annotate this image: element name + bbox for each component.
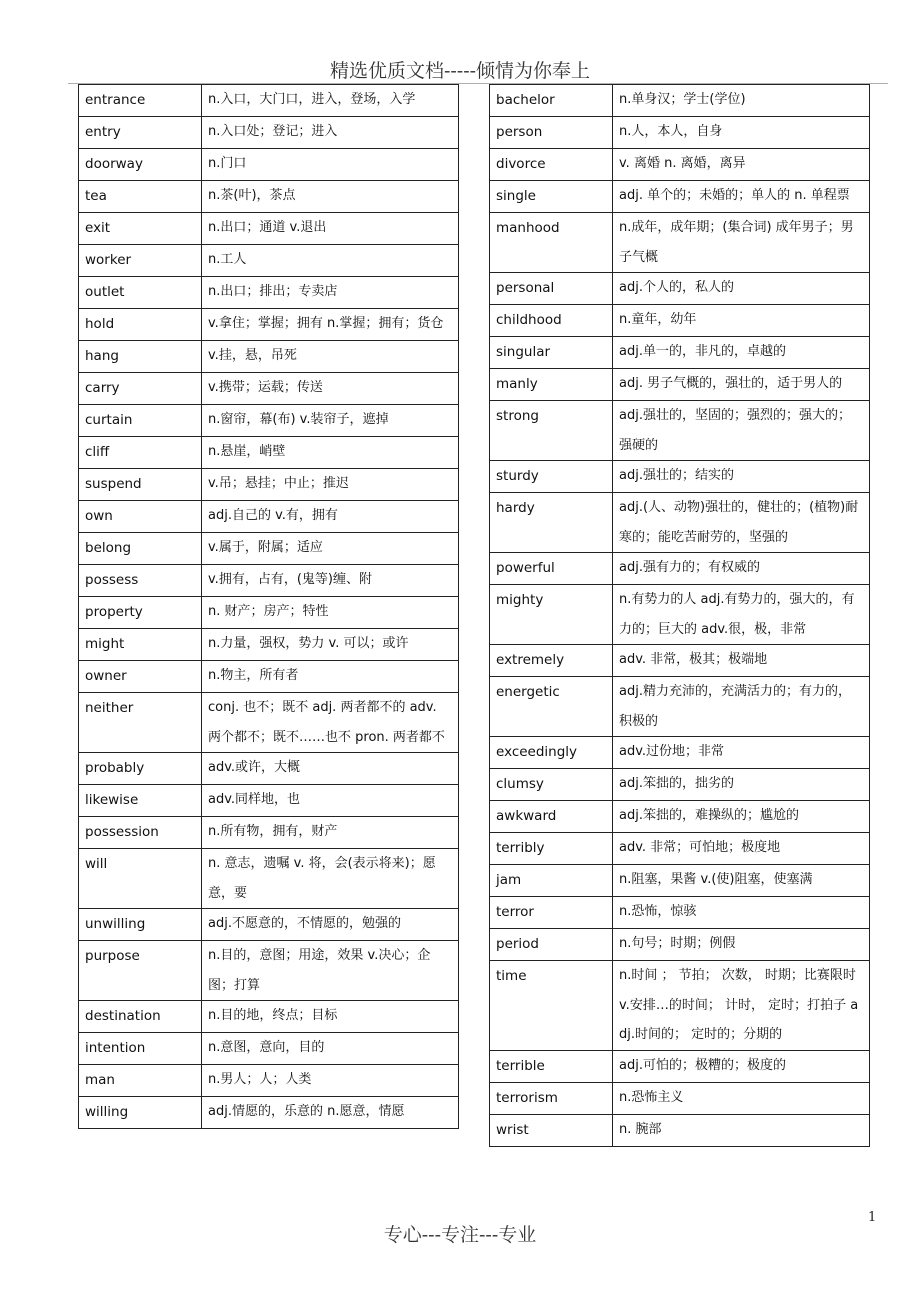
vocab-definition: n.物主，所有者 xyxy=(202,661,459,693)
page-footer: 专心---专注---专业 xyxy=(383,1224,537,1246)
vocab-row xyxy=(79,437,459,469)
vocab-definition: n.目的，意图；用途，效果 v.决心；企图；打算 xyxy=(202,941,459,1001)
vocab-word: manly xyxy=(490,369,613,401)
vocab-definition: n. 腕部 xyxy=(613,1114,870,1146)
vocab-definition: n.悬崖，峭壁 xyxy=(202,437,459,469)
vocab-row xyxy=(79,117,459,149)
vocab-definition: adj.可怕的；极糟的；极度的 xyxy=(613,1050,870,1082)
vocab-definition: n.窗帘，幕(布) v.装帘子，遮掉 xyxy=(202,405,459,437)
vocab-word: belong xyxy=(79,533,202,565)
vocab-word: clumsy xyxy=(490,769,613,801)
vocab-row xyxy=(490,737,870,769)
vocab-row xyxy=(79,533,459,565)
vocab-word: terribly xyxy=(490,833,613,865)
vocab-word: strong xyxy=(490,401,613,461)
vocab-row xyxy=(490,769,870,801)
vocab-row xyxy=(79,629,459,661)
vocab-definition: n.目的地，终点；目标 xyxy=(202,1001,459,1033)
vocab-definition: n.时间 ； 节拍； 次数， 时期；比赛限时 v.安排…的时间； 计时， 定时；打拍子 adj.时间的； 定时的；分期的 xyxy=(613,961,870,1051)
vocab-definition: adv.同样地，也 xyxy=(202,785,459,817)
vocab-definition: adj. 单个的；未婚的；单人的 n. 单程票 xyxy=(613,181,870,213)
vocab-definition: adv. 非常，极其；极端地 xyxy=(613,645,870,677)
vocab-definition: n.力量，强权，势力 v. 可以；或许 xyxy=(202,629,459,661)
vocab-word: probably xyxy=(79,753,202,785)
vocab-word: tea xyxy=(79,181,202,213)
vocab-row xyxy=(490,645,870,677)
vocab-definition: v.拥有，占有，(鬼等)缠、附 xyxy=(202,565,459,597)
vocab-definition: adj.笨拙的，难操纵的；尴尬的 xyxy=(613,801,870,833)
vocab-word: exit xyxy=(79,213,202,245)
vocab-definition: v.吊；悬挂；中止；推迟 xyxy=(202,469,459,501)
vocab-definition: n.阻塞，果酱 v.(使)阻塞，使塞满 xyxy=(613,865,870,897)
vocab-row xyxy=(79,817,459,849)
vocab-word: hang xyxy=(79,341,202,373)
vocab-definition: n.入口，大门口，进入，登场，入学 xyxy=(202,85,459,117)
vocab-word: entrance xyxy=(79,85,202,117)
vocab-row xyxy=(79,245,459,277)
vocab-word: own xyxy=(79,501,202,533)
vocab-definition: n.男人；人；人类 xyxy=(202,1065,459,1097)
vocab-definition: v. 离婚 n. 离婚，离异 xyxy=(613,149,870,181)
vocab-row xyxy=(490,865,870,897)
vocab-definition: n.成年，成年期；(集合词) 成年男子；男子气概 xyxy=(613,213,870,273)
vocab-word: possess xyxy=(79,565,202,597)
vocab-word: carry xyxy=(79,373,202,405)
vocab-row xyxy=(79,693,459,753)
vocab-row xyxy=(79,597,459,629)
vocab-word: single xyxy=(490,181,613,213)
vocab-table-right xyxy=(489,84,870,1147)
vocab-row xyxy=(79,501,459,533)
vocab-definition: n. 意志，遗嘱 v. 将，会(表示将来)；愿意，要 xyxy=(202,849,459,909)
vocab-word: doorway xyxy=(79,149,202,181)
vocab-word: childhood xyxy=(490,305,613,337)
vocab-row xyxy=(79,1097,459,1129)
vocab-definition: adj. 男子气概的，强壮的，适于男人的 xyxy=(613,369,870,401)
vocab-word: singular xyxy=(490,337,613,369)
vocab-definition: adv. 非常；可怕地；极度地 xyxy=(613,833,870,865)
vocab-definition: adj.情愿的，乐意的 n.愿意，情愿 xyxy=(202,1097,459,1129)
vocab-word: outlet xyxy=(79,277,202,309)
vocab-row xyxy=(79,1033,459,1065)
vocab-row xyxy=(79,309,459,341)
vocab-word: mighty xyxy=(490,585,613,645)
vocab-definition: adj.强壮的，坚固的；强烈的；强大的；强硬的 xyxy=(613,401,870,461)
vocab-definition: adj.自己的 v.有，拥有 xyxy=(202,501,459,533)
page-number: 1 xyxy=(868,1210,877,1225)
vocab-row xyxy=(79,405,459,437)
vocab-row xyxy=(490,1082,870,1114)
vocab-row xyxy=(79,469,459,501)
vocab-row xyxy=(490,929,870,961)
vocab-definition: n.出口；通道 v.退出 xyxy=(202,213,459,245)
vocab-row xyxy=(490,553,870,585)
vocab-word: wrist xyxy=(490,1114,613,1146)
vocab-word: personal xyxy=(490,273,613,305)
vocab-word: might xyxy=(79,629,202,661)
vocab-word: will xyxy=(79,849,202,909)
vocab-word: possession xyxy=(79,817,202,849)
vocab-definition: v.拿住；掌握；拥有 n.掌握；拥有；货仓 xyxy=(202,309,459,341)
vocab-word: cliff xyxy=(79,437,202,469)
vocab-definition: adj.强壮的；结实的 xyxy=(613,461,870,493)
vocab-row xyxy=(490,305,870,337)
vocab-word: suspend xyxy=(79,469,202,501)
vocab-definition: adj.(人、动物)强壮的，健壮的；(植物)耐寒的；能吃苦耐劳的，坚强的 xyxy=(613,493,870,553)
vocab-definition: n.出口；排出；专卖店 xyxy=(202,277,459,309)
vocab-definition: adj.不愿意的，不情愿的，勉强的 xyxy=(202,909,459,941)
vocab-row xyxy=(490,337,870,369)
vocab-definition: v.携带；运载；传送 xyxy=(202,373,459,405)
vocab-word: owner xyxy=(79,661,202,693)
vocab-word: period xyxy=(490,929,613,961)
vocab-row xyxy=(490,1050,870,1082)
vocab-row xyxy=(490,369,870,401)
vocab-row xyxy=(490,117,870,149)
vocab-word: awkward xyxy=(490,801,613,833)
vocab-row xyxy=(79,785,459,817)
vocab-definition: adj.单一的，非凡的，卓越的 xyxy=(613,337,870,369)
vocab-row xyxy=(79,85,459,117)
vocab-definition: n.意图，意向，目的 xyxy=(202,1033,459,1065)
vocab-word: extremely xyxy=(490,645,613,677)
vocab-definition: n.工人 xyxy=(202,245,459,277)
vocab-row xyxy=(79,277,459,309)
vocab-word: curtain xyxy=(79,405,202,437)
vocab-definition: n.人，本人，自身 xyxy=(613,117,870,149)
vocab-word: terrorism xyxy=(490,1082,613,1114)
vocab-definition: n.有势力的人 adj.有势力的，强大的，有力的；巨大的 adv.很，极，非常 xyxy=(613,585,870,645)
vocab-row xyxy=(79,661,459,693)
vocab-row xyxy=(490,461,870,493)
vocab-row xyxy=(79,181,459,213)
vocab-row xyxy=(79,373,459,405)
vocab-word: exceedingly xyxy=(490,737,613,769)
vocab-definition: adj.笨拙的，拙劣的 xyxy=(613,769,870,801)
vocab-definition: n.入口处；登记；进入 xyxy=(202,117,459,149)
vocab-word: powerful xyxy=(490,553,613,585)
vocab-word: man xyxy=(79,1065,202,1097)
vocab-row xyxy=(490,273,870,305)
vocab-row xyxy=(490,85,870,117)
vocab-row xyxy=(79,149,459,181)
vocab-row xyxy=(79,1001,459,1033)
vocab-word: unwilling xyxy=(79,909,202,941)
vocab-definition: n.茶(叶)，茶点 xyxy=(202,181,459,213)
vocab-definition: conj. 也不；既不 adj. 两者都不的 adv. 两个都不；既不……也不 pron. 两者都不 xyxy=(202,693,459,753)
vocab-word: entry xyxy=(79,117,202,149)
vocab-row xyxy=(79,341,459,373)
vocab-definition: n.门口 xyxy=(202,149,459,181)
vocab-row xyxy=(79,941,459,1001)
vocab-word: terrible xyxy=(490,1050,613,1082)
vocab-word: hold xyxy=(79,309,202,341)
vocab-definition: n.恐怖主义 xyxy=(613,1082,870,1114)
vocab-word: terror xyxy=(490,897,613,929)
vocab-row xyxy=(79,909,459,941)
vocab-word: sturdy xyxy=(490,461,613,493)
vocab-definition: adj.个人的，私人的 xyxy=(613,273,870,305)
vocab-word: bachelor xyxy=(490,85,613,117)
vocab-word: jam xyxy=(490,865,613,897)
vocab-row xyxy=(79,213,459,245)
vocab-row xyxy=(490,181,870,213)
vocab-word: neither xyxy=(79,693,202,753)
vocab-definition: n.恐怖，惊骇 xyxy=(613,897,870,929)
vocab-word: divorce xyxy=(490,149,613,181)
vocab-row xyxy=(490,213,870,273)
vocab-definition: n.单身汉；学士(学位) xyxy=(613,85,870,117)
vocab-row xyxy=(490,1114,870,1146)
vocab-word: willing xyxy=(79,1097,202,1129)
vocab-word: purpose xyxy=(79,941,202,1001)
vocab-definition: adv.或许，大概 xyxy=(202,753,459,785)
vocab-word: time xyxy=(490,961,613,1051)
vocab-row xyxy=(490,493,870,553)
vocab-word: energetic xyxy=(490,677,613,737)
vocab-table-left xyxy=(78,84,459,1129)
vocab-word: destination xyxy=(79,1001,202,1033)
vocab-row xyxy=(490,677,870,737)
vocab-row xyxy=(490,585,870,645)
vocab-row xyxy=(79,849,459,909)
vocab-row xyxy=(79,565,459,597)
vocab-row xyxy=(490,833,870,865)
page-header: 精选优质文档-----倾情为你奉上 xyxy=(329,60,591,82)
vocab-word: manhood xyxy=(490,213,613,273)
vocab-row xyxy=(79,1065,459,1097)
vocab-row xyxy=(490,401,870,461)
vocab-row xyxy=(490,149,870,181)
vocab-definition: n. 财产；房产；特性 xyxy=(202,597,459,629)
vocab-word: likewise xyxy=(79,785,202,817)
vocab-definition: v.挂，悬，吊死 xyxy=(202,341,459,373)
vocab-definition: adj.精力充沛的，充满活力的；有力的，积极的 xyxy=(613,677,870,737)
vocab-word: hardy xyxy=(490,493,613,553)
vocab-definition: n.句号；时期；例假 xyxy=(613,929,870,961)
vocab-definition: v.属于，附属；适应 xyxy=(202,533,459,565)
vocab-row xyxy=(490,961,870,1051)
vocab-word: intention xyxy=(79,1033,202,1065)
vocab-definition: n.所有物，拥有，财产 xyxy=(202,817,459,849)
vocab-row xyxy=(79,753,459,785)
vocab-definition: adj.强有力的；有权威的 xyxy=(613,553,870,585)
vocab-word: worker xyxy=(79,245,202,277)
vocab-word: person xyxy=(490,117,613,149)
vocab-row xyxy=(490,897,870,929)
vocab-word: property xyxy=(79,597,202,629)
vocab-row xyxy=(490,801,870,833)
vocab-definition: adv.过份地；非常 xyxy=(613,737,870,769)
vocab-definition: n.童年，幼年 xyxy=(613,305,870,337)
